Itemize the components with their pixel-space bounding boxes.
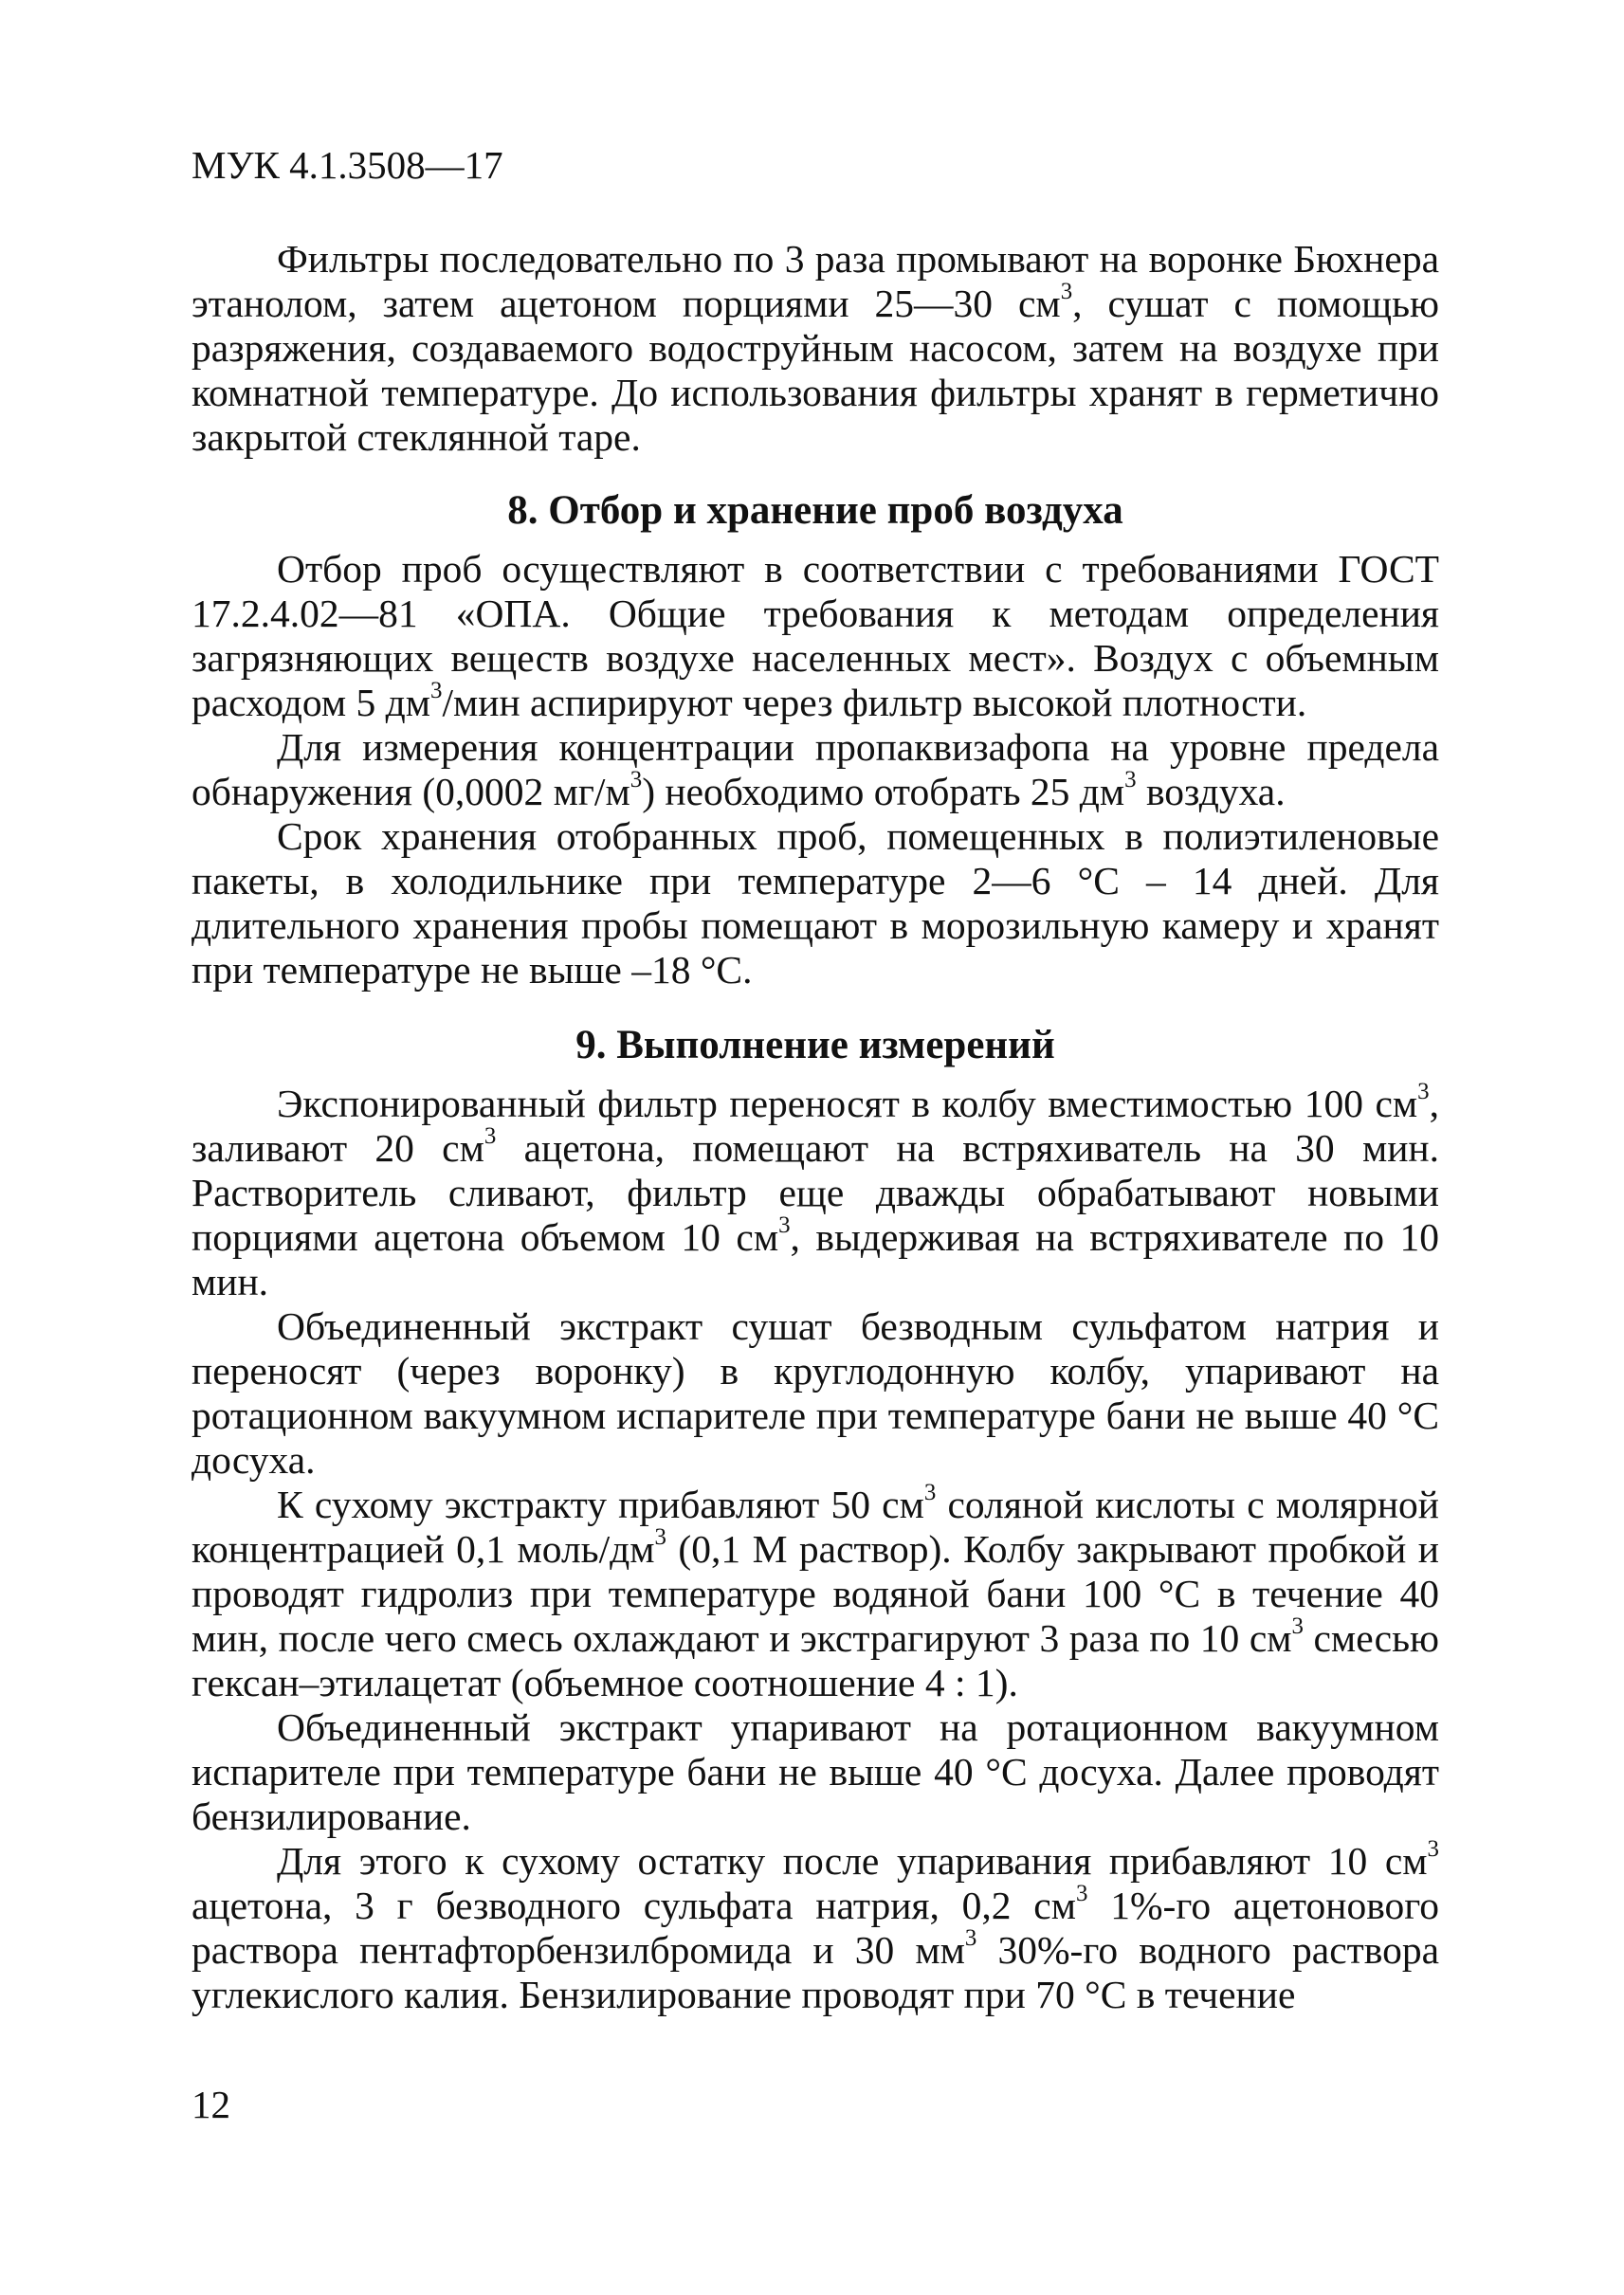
text-run: Для измерения концентрации пропаквизафопа на уровне предела обнаружения (0,0002 мг/м <box>192 725 1439 813</box>
superscript: 3 <box>630 767 643 793</box>
text-run: смесью гексан–этилацетат (объемное соотношение 4 : 1). <box>192 1616 1439 1704</box>
superscript: 3 <box>1075 1881 1088 1907</box>
superscript: 3 <box>484 1123 497 1150</box>
text-run: соляной кислоты с молярной концентрацией 0,1 моль/дм <box>192 1483 1439 1571</box>
superscript: 3 <box>964 1925 977 1952</box>
text-run: , сушат с помощью разряжения, создаваемого водоструйным насосом, затем на воздухе при комнатной температуре. До использования фильтры хранят в герметично закрытой стеклянной таре. <box>192 282 1439 459</box>
text-run: Экспонированный фильтр переносят в колбу вместимостью 100 см <box>277 1082 1418 1125</box>
text-run: ацетона, 3 г безводного сульфата натрия, 0,2 см <box>192 1884 1076 1927</box>
text-run: 1%-го ацетонового раствора пентафторбензилбромида и 30 мм <box>192 1884 1439 1972</box>
document-header: МУК 4.1.3508—17 <box>192 143 503 187</box>
text-run: воздуха. <box>1136 770 1286 813</box>
text-run: Для этого к сухому остатку после упаривания прибавляют 10 см <box>277 1839 1428 1883</box>
section-9-paragraph-2: Объединенный экстракт сушат безводным сульфатом натрия и переносят (через воронку) в круглодонную колбу, упаривают на ротационном вакуумном испарителе при температуре бани не выше 40 °С досуха. <box>192 1304 1439 1482</box>
superscript: 3 <box>654 1524 666 1551</box>
section-9-paragraph-1 <box>192 1079 1440 1304</box>
document-body <box>192 237 1439 2017</box>
text-run: , выдерживая на встряхивателе по 10 мин. <box>192 1215 1440 1303</box>
text-run: Фильтры последовательно по 3 раза промывают на воронке Бюхнера этанолом, затем ацетоном порциями 25—30 см <box>192 237 1439 325</box>
superscript: 3 <box>1124 767 1137 793</box>
text-run: /мин аспирируют через фильтр высокой плотности. <box>442 681 1307 724</box>
text-run: , заливают 20 см <box>192 1082 1439 1170</box>
section-8-paragraph-1 <box>192 547 1439 725</box>
text-run: Отбор проб осуществляют в соответствии с требованиями ГОСТ 17.2.4.02—81 «ОПА. Общие требования к методам определения загрязняющих веществ воздухе населенных мест». Воздух с объемным расходом 5 дм <box>192 547 1439 724</box>
superscript: 3 <box>778 1212 791 1239</box>
text-run: К сухому экстракту прибавляют 50 см <box>277 1483 924 1526</box>
section-9-paragraph-5 <box>192 1836 1439 2017</box>
superscript: 3 <box>1060 279 1073 305</box>
section-8-heading: 8. Отбор и хранение проб воздуха <box>507 488 1123 533</box>
text-run: ) необходимо отобрать 25 дм <box>642 770 1125 813</box>
section-9-paragraph-4: Объединенный экстракт упаривают на ротационном вакуумном испарителе при температуре бани не выше 40 °С досуха. Далее проводят бензилирование. <box>192 1705 1439 1838</box>
page-number: 12 <box>192 2083 230 2126</box>
text-run: (0,1 М раствор). Колбу закрывают пробкой и проводят гидролиз при температуре водяной бани 100 °С в течение 40 мин, после чего смесь охлаждают и экстрагируют 3 раза по 10 см <box>192 1527 1440 1660</box>
superscript: 3 <box>1417 1079 1430 1105</box>
superscript: 3 <box>1427 1836 1439 1863</box>
text-run: 30%-го водного раствора углекислого калия. Бензилирование проводят при 70 °С в течение <box>192 1928 1439 2016</box>
text-run: ацетона, помещают на встряхиватель на 30 мин. Растворитель сливают, фильтр еще дважды обрабатывают новыми порциями ацетона объемом 10 см <box>192 1126 1439 1259</box>
intro-paragraph <box>192 237 1439 460</box>
superscript: 3 <box>429 678 443 704</box>
section-9-heading: 9. Выполнение измерений <box>575 1023 1055 1067</box>
section-9-paragraph-3 <box>192 1480 1440 1705</box>
section-8-paragraph-3: Срок хранения отобранных проб, помещенных в полиэтиленовые пакеты, в холодильнике при температуре 2—6 °С – 14 дней. Для длительного хранения пробы помещают в морозильную камеру и хранят при температуре не выше –18 °С. <box>192 814 1439 992</box>
superscript: 3 <box>923 1480 937 1506</box>
section-8-paragraph-2 <box>192 725 1439 814</box>
superscript: 3 <box>1291 1613 1304 1640</box>
